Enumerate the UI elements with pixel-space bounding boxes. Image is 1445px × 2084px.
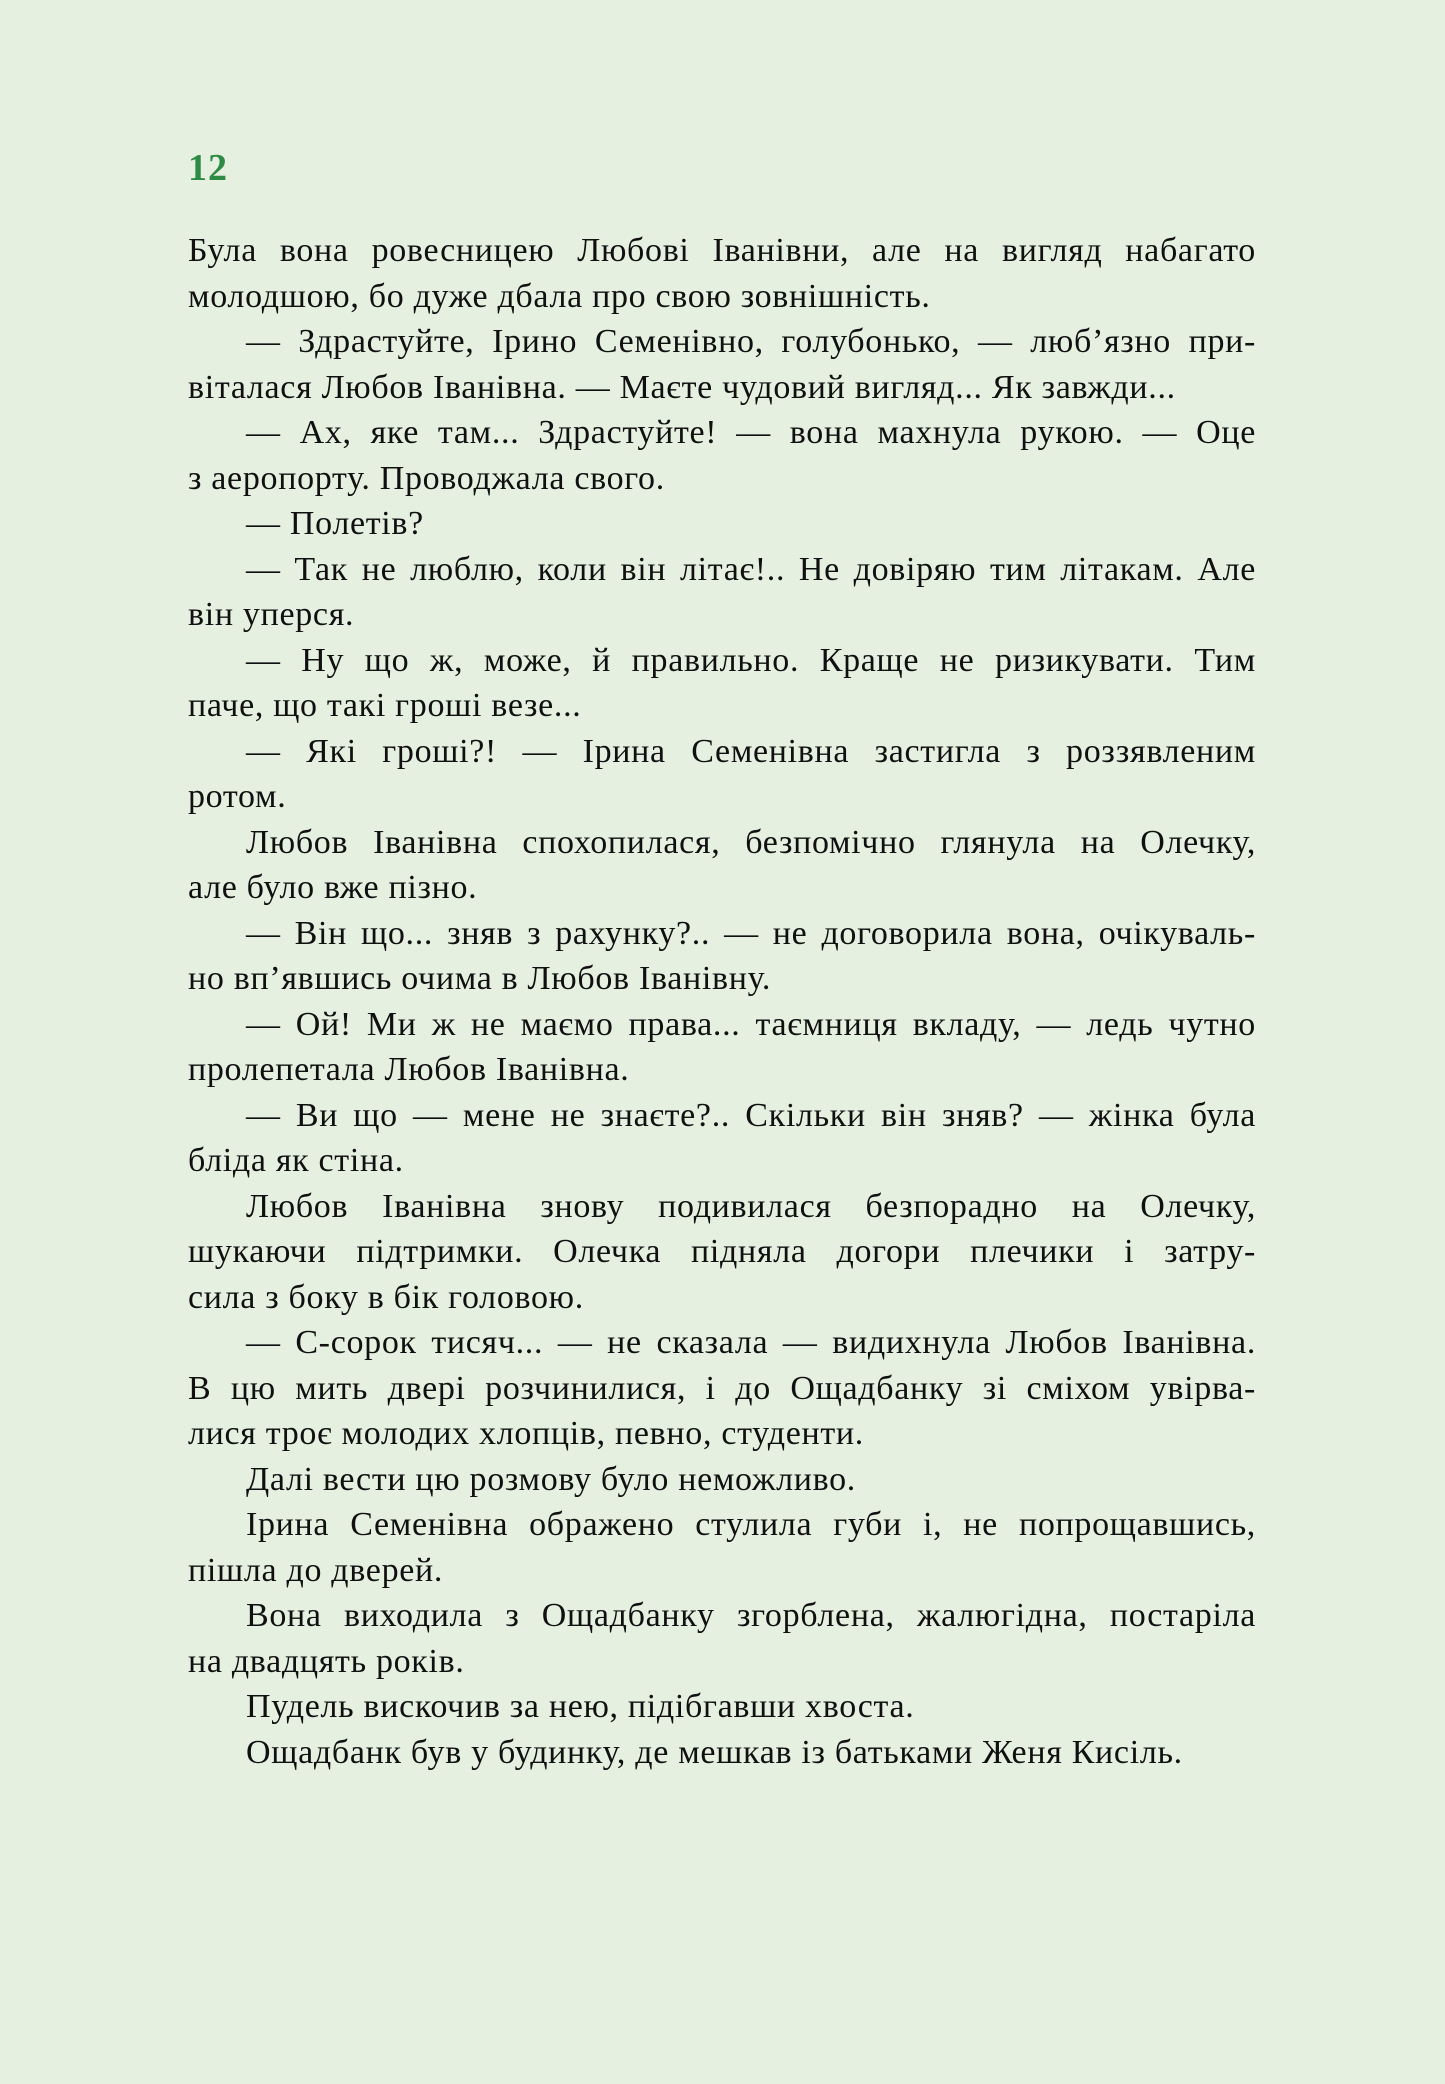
text-line: з аеропорту. Проводжала свого. bbox=[188, 459, 665, 497]
text-line: Ірина Семенівна ображено стулила губи і, не попрощавшись, bbox=[246, 1506, 1256, 1543]
text-line: В цю мить двері розчинилися, і до Ощадбанку зі сміхом увірва- bbox=[188, 1369, 1256, 1407]
text-line: Вона виходила з Ощадбанку згорблена, жалюгідна, постаріла bbox=[246, 1597, 1256, 1634]
text-line: — Так не люблю, коли він літає!.. Не довіряю тим літакам. Але bbox=[246, 550, 1256, 588]
text-line: — Ну що ж, може, й правильно. Краще не ризикувати. Тим bbox=[246, 641, 1256, 679]
text-line: — Ви що — мене не знаєте?.. Скільки він зняв? — жінка була bbox=[246, 1096, 1256, 1134]
text-line: але було вже пізно. bbox=[188, 869, 478, 906]
text-line: лися троє молодих хлопців, певно, студенти. bbox=[188, 1415, 864, 1452]
text-line: — Полетів? bbox=[246, 505, 424, 542]
text-line: бліда як стіна. bbox=[188, 1142, 404, 1179]
text-line: Пудель вискочив за нею, підібгавши хвоста. bbox=[246, 1688, 915, 1725]
text-line: Далі вести цю розмову було неможливо. bbox=[246, 1460, 856, 1498]
body-text bbox=[188, 228, 1256, 1775]
text-line: — Здрастуйте, Ірино Семенівно, голубонько, — люб’язно при- bbox=[246, 323, 1256, 360]
page-number: 12 bbox=[188, 147, 228, 189]
text-line: молодшою, бо дуже дбала про свою зовнішність. bbox=[188, 277, 931, 315]
text-line: Любов Іванівна знову подивилася безпорадно на Олечку, bbox=[246, 1187, 1256, 1225]
text-line: — Ой! Ми ж не маємо права... таємниця вкладу, — ледь чутно bbox=[246, 1005, 1256, 1043]
text-line: пішла до дверей. bbox=[188, 1551, 444, 1589]
text-line: Любов Іванівна спохопилася, безпомічно глянула на Олечку, bbox=[246, 823, 1256, 861]
text-line: шукаючи підтримки. Олечка підняла догори плечики і затру- bbox=[188, 1233, 1256, 1270]
text-line: — Ах, яке там... Здрастуйте! — вона махнула рукою. — Оце bbox=[246, 414, 1256, 451]
text-line: віталася Любов Іванівна. — Маєте чудовий вигляд... Як завжди... bbox=[188, 368, 1176, 406]
text-line: — Які гроші?! — Ірина Семенівна застигла з роззявленим bbox=[246, 732, 1256, 770]
text-line: пролепетала Любов Іванівна. bbox=[188, 1051, 630, 1088]
text-line: — Він що... зняв з рахунку?.. — не договорила вона, очікуваль- bbox=[246, 914, 1256, 952]
text-line: — С-сорок тисяч... — не сказала — видихнула Любов Іванівна. bbox=[246, 1324, 1256, 1361]
text-line: сила з боку в бік головою. bbox=[188, 1278, 584, 1316]
text-line: ротом. bbox=[188, 778, 287, 815]
text-line: на двадцять років. bbox=[188, 1642, 465, 1680]
text-line: Ощадбанк був у будинку, де мешкав із батьками Женя Кисіль. bbox=[246, 1733, 1183, 1771]
text-line: Була вона ровесницею Любові Іванівни, але на вигляд набагато bbox=[188, 232, 1256, 269]
text-line: він уперся. bbox=[188, 596, 355, 633]
text-line: паче, що такі гроші везе... bbox=[188, 687, 582, 724]
text-line: но вп’явшись очима в Любов Іванівну. bbox=[188, 960, 772, 997]
